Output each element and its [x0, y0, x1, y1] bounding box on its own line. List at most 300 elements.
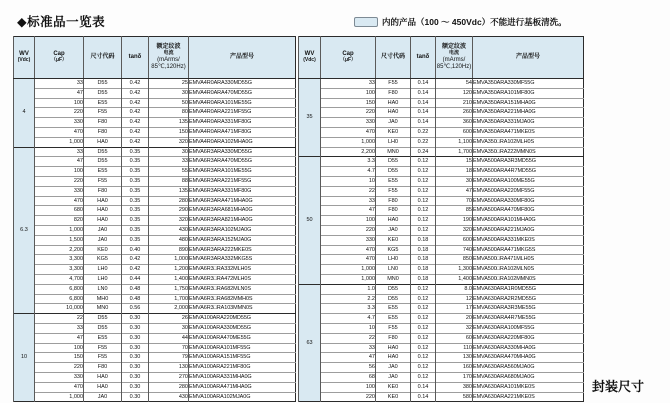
table-row [14, 235, 296, 245]
cell-ripple: 2,000 [149, 304, 189, 314]
cell-tan: 0.12 [411, 206, 436, 216]
header-cap: Cap （μF） [35, 37, 84, 79]
cell-cap: 330 [35, 372, 84, 382]
cell-size: F80 [84, 127, 122, 137]
header-size: 尺寸代码 [376, 37, 411, 79]
cell-size: LN0 [84, 284, 122, 294]
cell-ripple: 890 [149, 245, 189, 255]
cell-size: F55 [84, 176, 122, 186]
cell-cap: 10 [321, 323, 376, 333]
cell-size: HA0 [84, 206, 122, 216]
cell-tan: 0.12 [411, 186, 436, 196]
table-row [299, 314, 584, 324]
cell-cap: 220 [321, 108, 376, 118]
cell-tan: 0.30 [122, 363, 149, 373]
cell-part: EMVA4R0ARA471MF80G [189, 127, 296, 137]
cell-part: EMVA500□RA471MLH0S [473, 255, 584, 265]
cell-cap: 100 [35, 167, 84, 177]
cell-tan: 0.35 [122, 206, 149, 216]
cell-part: EMVA6R3□RA682MMH0S [189, 294, 296, 304]
cell-tan: 0.12 [411, 284, 436, 294]
cleaning-note [354, 16, 567, 28]
cell-ripple: 260 [436, 108, 473, 118]
table-row [299, 147, 584, 157]
cell-cap: 100 [321, 88, 376, 98]
table-row [14, 225, 296, 235]
cell-size: HA0 [376, 108, 411, 118]
cell-ripple: 290 [149, 206, 189, 216]
table-row [299, 382, 584, 392]
cell-ripple: 25 [149, 79, 189, 89]
cell-cap: 470 [321, 245, 376, 255]
header-size: 尺寸代码 [84, 37, 122, 79]
cell-ripple: 1,200 [149, 265, 189, 275]
cell-ripple: 170 [436, 372, 473, 382]
cell-tan: 0.30 [122, 323, 149, 333]
cell-tan: 0.12 [411, 343, 436, 353]
cell-cap: 470 [35, 196, 84, 206]
cell-part: EMVA6R3□RA472MLH0S [189, 274, 296, 284]
cell-part: EMVA630ARA560MJA0G [473, 363, 584, 373]
cell-tan: 0.48 [122, 294, 149, 304]
cell-ripple: 30 [149, 323, 189, 333]
cell-ripple: 30 [149, 147, 189, 157]
cell-ripple: 1,400 [149, 274, 189, 284]
cell-cap: 1,000 [35, 392, 84, 402]
cell-size: HA0 [84, 372, 122, 382]
cell-tan: 0.14 [411, 98, 436, 108]
cell-part: EMVA630ARA220MF80G [473, 333, 584, 343]
cell-part: EMVA6R3ARA470MD55G [189, 157, 296, 167]
cell-size: JA0 [84, 392, 122, 402]
table-row [14, 343, 296, 353]
table-row [299, 206, 584, 216]
cell-ripple: 26 [149, 314, 189, 324]
cell-tan: 0.12 [411, 157, 436, 167]
cell-part: EMVA500□RA102MLN0S [473, 265, 584, 275]
cell-size: F80 [84, 186, 122, 196]
cell-part: EMVA6R3ARA681MHA0G [189, 206, 296, 216]
cell-part: EMVA100ARA220MD55G [189, 314, 296, 324]
cell-size: E55 [84, 98, 122, 108]
table-row [14, 118, 296, 128]
cell-cap: 330 [35, 186, 84, 196]
cell-tan: 0.12 [411, 363, 436, 373]
cell-cap: 3,300 [35, 265, 84, 275]
cell-tan: 0.35 [122, 196, 149, 206]
cell-ripple: 130 [149, 363, 189, 373]
cell-ripple: 740 [436, 245, 473, 255]
cell-part: EMVA100ARA151MF55G [189, 353, 296, 363]
cell-ripple: 270 [149, 372, 189, 382]
cell-ripple: 70 [436, 196, 473, 206]
cell-ripple: 1,750 [149, 284, 189, 294]
cell-tan: 0.35 [122, 147, 149, 157]
cell-part: EMVA500ARA100ME55G [473, 176, 584, 186]
cell-part: EMVA6R3ARA331MF80G [189, 186, 296, 196]
cell-cap: 33 [321, 196, 376, 206]
cell-part: EMVA350ARA471MKE0S [473, 127, 584, 137]
cell-part: EMVA6R3□RA332MLH0S [189, 265, 296, 275]
cell-cap: 4.7 [321, 167, 376, 177]
cell-part: EMVA4R0ARA101ME55G [189, 98, 296, 108]
table-row [299, 118, 584, 128]
table-row [14, 323, 296, 333]
wv-cell: 4 [14, 79, 35, 148]
cell-part: EMVA6R3ARA101ME55G [189, 167, 296, 177]
table-row [299, 265, 584, 275]
header-ripple: 额定纹波 电流 (mArms/ 85℃,120Hz) [149, 37, 189, 79]
cell-tan: 0.30 [122, 372, 149, 382]
cell-cap: 220 [321, 225, 376, 235]
table-row [299, 176, 584, 186]
cell-tan: 0.12 [411, 294, 436, 304]
cell-cap: 33 [35, 79, 84, 89]
cell-tan: 0.14 [411, 118, 436, 128]
cell-tan: 0.18 [411, 255, 436, 265]
table-row [299, 343, 584, 353]
header-tan: tanδ [411, 37, 436, 79]
wv-cell: 63 [299, 284, 321, 402]
cell-ripple: 85 [436, 206, 473, 216]
cell-part: EMVA630ARA330MHA0G [473, 343, 584, 353]
cell-tan: 0.35 [122, 186, 149, 196]
cell-part: EMVA500ARA101MHA0G [473, 216, 584, 226]
table-row [299, 108, 584, 118]
cell-part: EMVA6R3ARA821MHA0G [189, 216, 296, 226]
cell-tan: 0.42 [122, 137, 149, 147]
table-row [299, 186, 584, 196]
cell-tan: 0.40 [122, 245, 149, 255]
cell-ripple: 1,100 [436, 137, 473, 147]
cell-part: EMVA6R3ARA471MHA0G [189, 196, 296, 206]
cell-part: EMVA6R3ARA221MF55G [189, 176, 296, 186]
cell-size: KG5 [84, 255, 122, 265]
cell-ripple: 280 [149, 196, 189, 206]
cell-ripple: 430 [149, 225, 189, 235]
cell-part: EMVA630ARA1R0MD55G [473, 284, 584, 294]
cell-size: MN0 [84, 304, 122, 314]
cell-cap: 22 [321, 333, 376, 343]
cell-ripple: 20 [436, 314, 473, 324]
cell-tan: 0.12 [411, 353, 436, 363]
cell-part: EMVA4R0ARA330MD55G [189, 79, 296, 89]
table-row [14, 333, 296, 343]
cell-cap: 1,000 [35, 225, 84, 235]
cell-size: D55 [376, 167, 411, 177]
cell-size: KE0 [376, 392, 411, 402]
cell-cap: 47 [321, 206, 376, 216]
cell-cap: 10 [321, 176, 376, 186]
cell-cap: 1,000 [321, 274, 376, 284]
cell-size: D55 [84, 147, 122, 157]
table-row [14, 127, 296, 137]
wv-cell: 10 [14, 314, 35, 402]
cell-part: EMVA630ARA470MHA0G [473, 353, 584, 363]
cell-part: EMVA630ARA680MJA0G [473, 372, 584, 382]
cell-size: D55 [84, 323, 122, 333]
cell-ripple: 15 [436, 157, 473, 167]
cleaning-note-text: 内的产品（100 ～ 450Vdc）不能进行基板清洗。 [382, 17, 567, 27]
cell-part: EMVA100ARA471MHA0G [189, 382, 296, 392]
table-row [299, 88, 584, 98]
cell-cap: 470 [321, 255, 376, 265]
cell-part: EMVA500ARA4R7MD55G [473, 167, 584, 177]
cell-ripple: 320 [436, 225, 473, 235]
cell-ripple: 1,300 [436, 265, 473, 275]
cell-part: EMVA630ARA221MKE0S [473, 392, 584, 402]
cell-cap: 1.0 [321, 284, 376, 294]
cell-part: EMVA630ARA2R2MD55G [473, 294, 584, 304]
cell-cap: 2,200 [321, 147, 376, 157]
cell-size: E55 [84, 333, 122, 343]
table-row [14, 186, 296, 196]
cell-cap: 100 [35, 98, 84, 108]
cell-part: EMVA6R3□RA103MMN0S [189, 304, 296, 314]
cell-part: EMVA100ARA101MF55G [189, 343, 296, 353]
cell-tan: 0.12 [411, 323, 436, 333]
cell-part: EMVA6R3ARA332MKG5S [189, 255, 296, 265]
cell-cap: 330 [321, 118, 376, 128]
table-row [14, 88, 296, 98]
cell-tan: 0.14 [411, 79, 436, 89]
cell-size: D55 [84, 88, 122, 98]
cell-size: D55 [376, 294, 411, 304]
cell-ripple: 55 [149, 167, 189, 177]
cell-size: F55 [376, 323, 411, 333]
cell-tan: 0.42 [122, 79, 149, 89]
cell-tan: 0.30 [122, 333, 149, 343]
cell-size: D55 [376, 157, 411, 167]
header-cap: Cap （μF） [321, 37, 376, 79]
cell-cap: 470 [321, 127, 376, 137]
cell-size: F55 [84, 108, 122, 118]
cell-size: E55 [376, 304, 411, 314]
cell-part: EMVA630ARA3R3ME55G [473, 304, 584, 314]
cell-cap: 150 [35, 353, 84, 363]
cell-size: HA0 [84, 382, 122, 392]
cell-cap: 3,300 [35, 255, 84, 265]
cell-cap: 100 [321, 216, 376, 226]
cell-cap: 4,700 [35, 274, 84, 284]
no-clean-box-icon [354, 17, 378, 27]
cell-cap: 47 [35, 157, 84, 167]
cell-tan: 0.35 [122, 235, 149, 245]
table-row [14, 382, 296, 392]
cell-cap: 3.3 [321, 157, 376, 167]
table-row [299, 284, 584, 294]
cell-tan: 0.12 [411, 167, 436, 177]
cell-size: D55 [84, 157, 122, 167]
cell-tan: 0.12 [411, 196, 436, 206]
cell-ripple: 600 [436, 235, 473, 245]
cell-cap: 56 [321, 363, 376, 373]
cell-ripple: 80 [149, 108, 189, 118]
cell-size: E55 [376, 314, 411, 324]
cell-tan: 0.42 [122, 108, 149, 118]
cell-part: EMVA4R0ARA470MD55G [189, 88, 296, 98]
table-row [299, 167, 584, 177]
cell-size: HA0 [376, 353, 411, 363]
cell-size: D55 [84, 314, 122, 324]
cell-size: HA0 [84, 216, 122, 226]
cell-cap: 2,200 [35, 245, 84, 255]
cell-part: EMVA100ARA102MJA0G [189, 392, 296, 402]
cell-ripple: 380 [436, 382, 473, 392]
cell-size: JA0 [376, 225, 411, 235]
cell-tan: 0.56 [122, 304, 149, 314]
cell-ripple: 1,000 [149, 255, 189, 265]
cell-tan: 0.12 [411, 333, 436, 343]
cell-tan: 0.18 [411, 265, 436, 275]
cell-cap: 100 [321, 382, 376, 392]
cell-tan: 0.30 [122, 314, 149, 324]
cell-size: HA0 [84, 137, 122, 147]
cell-tan: 0.14 [411, 382, 436, 392]
cell-size: LN0 [376, 265, 411, 275]
cell-part: EMVA500ARA330MF80G [473, 196, 584, 206]
cell-tan: 0.12 [411, 225, 436, 235]
cell-ripple: 430 [149, 392, 189, 402]
cell-cap: 1,500 [35, 235, 84, 245]
cell-size: D55 [376, 284, 411, 294]
table-row [14, 196, 296, 206]
cell-size: KE0 [84, 245, 122, 255]
table-row [299, 353, 584, 363]
cell-cap: 150 [321, 98, 376, 108]
cell-size: F55 [376, 186, 411, 196]
cell-ripple: 320 [149, 216, 189, 226]
table-row [299, 157, 584, 167]
table-row [299, 294, 584, 304]
cell-ripple: 1,700 [149, 294, 189, 304]
cell-tan: 0.30 [122, 343, 149, 353]
cell-size: JA0 [84, 235, 122, 245]
cell-part: EMVA100ARA221MF80G [189, 363, 296, 373]
table-row [14, 176, 296, 186]
table-row [14, 108, 296, 118]
table-row [14, 372, 296, 382]
cell-cap: 330 [321, 235, 376, 245]
cell-cap: 220 [35, 363, 84, 373]
cell-size: F80 [376, 88, 411, 98]
cell-tan: 0.12 [411, 216, 436, 226]
cell-part: EMVA100ARA331MHA0G [189, 372, 296, 382]
cell-tan: 0.14 [411, 392, 436, 402]
cell-tan: 0.35 [122, 216, 149, 226]
cell-cap: 330 [35, 118, 84, 128]
cell-part: EMVA500ARA331MKE0S [473, 235, 584, 245]
cell-size: E55 [84, 167, 122, 177]
cell-size: KG5 [376, 245, 411, 255]
table-row [14, 245, 296, 255]
cell-tan: 0.24 [411, 147, 436, 157]
cell-cap: 220 [35, 176, 84, 186]
cell-part: EMVA6R3ARA222MKE0S [189, 245, 296, 255]
spec-table-left [13, 36, 296, 402]
cell-size: MH0 [84, 294, 122, 304]
header-wv: WV (Vdc) [14, 37, 35, 79]
cell-tan: 0.42 [122, 118, 149, 128]
header-tan: tanδ [122, 37, 149, 79]
cell-ripple: 850 [436, 255, 473, 265]
table-row [299, 304, 584, 314]
table-row [14, 265, 296, 275]
cell-cap: 47 [35, 88, 84, 98]
cell-ripple: 1,700 [436, 147, 473, 157]
cell-tan: 0.18 [411, 245, 436, 255]
cell-tan: 0.42 [122, 88, 149, 98]
cell-ripple: 135 [149, 118, 189, 128]
cell-size: F80 [376, 333, 411, 343]
cell-cap: 33 [35, 323, 84, 333]
cell-size: JA0 [376, 118, 411, 128]
cell-ripple: 580 [436, 392, 473, 402]
cell-part: EMVA500ARA471MKG5S [473, 245, 584, 255]
cell-ripple: 480 [149, 235, 189, 245]
table-row [14, 206, 296, 216]
cell-part: EMVA350ARA331MJA0G [473, 118, 584, 128]
cell-part: EMVA4R0ARA331MF80G [189, 118, 296, 128]
cell-part: EMVA630ARA4R7ME55G [473, 314, 584, 324]
cell-tan: 0.14 [411, 108, 436, 118]
cell-cap: 470 [35, 127, 84, 137]
table-row [14, 363, 296, 373]
package-size-heading: 封装尺寸 [592, 379, 645, 394]
cell-ripple: 120 [436, 88, 473, 98]
table-row [299, 333, 584, 343]
cell-tan: 0.22 [411, 137, 436, 147]
cell-cap: 33 [35, 147, 84, 157]
cell-cap: 100 [35, 343, 84, 353]
cell-size: MN0 [376, 147, 411, 157]
table-row [14, 147, 296, 157]
cell-ripple: 210 [436, 98, 473, 108]
table-row [299, 137, 584, 147]
table-row [299, 225, 584, 235]
cell-part: EMVA6R3ARA330MD55G [189, 147, 296, 157]
cell-cap: 220 [321, 392, 376, 402]
table-row [14, 294, 296, 304]
cell-tan: 0.35 [122, 157, 149, 167]
table-row [14, 255, 296, 265]
cell-part: EMVA350ARA221MHA0G [473, 108, 584, 118]
cell-part: EMVA500□RA102MMN0S [473, 274, 584, 284]
cell-ripple: 280 [149, 382, 189, 392]
cell-size: JA0 [84, 225, 122, 235]
cell-cap: 470 [35, 382, 84, 392]
cell-ripple: 160 [436, 363, 473, 373]
cell-part: EMVA350ARA330MF55G [473, 79, 584, 89]
cell-part: EMVA500ARA220MF55G [473, 186, 584, 196]
cell-ripple: 130 [436, 353, 473, 363]
cell-cap: 10,000 [35, 304, 84, 314]
cell-part: EMVA4R0ARA102MHA0G [189, 137, 296, 147]
cell-part: EMVA630ARA100MF55G [473, 323, 584, 333]
cell-ripple: 12 [436, 294, 473, 304]
cell-size: F80 [84, 363, 122, 373]
cell-ripple: 320 [149, 137, 189, 147]
cell-size: HA0 [84, 196, 122, 206]
cell-size: KE0 [376, 235, 411, 245]
table-row [14, 353, 296, 363]
cell-ripple: 360 [436, 118, 473, 128]
cell-cap: 33 [321, 79, 376, 89]
cell-tan: 0.30 [122, 353, 149, 363]
wv-cell: 35 [299, 79, 321, 157]
cell-ripple: 600 [436, 127, 473, 137]
table-row [14, 157, 296, 167]
